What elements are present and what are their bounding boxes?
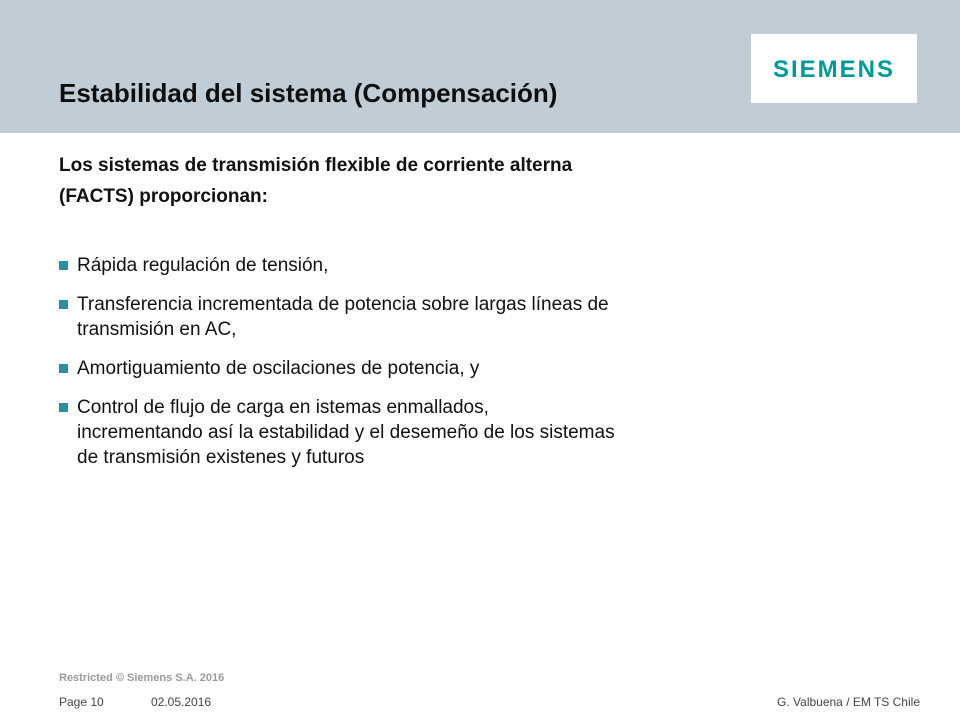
siemens-logo bbox=[751, 34, 917, 103]
bullet-item bbox=[59, 253, 779, 278]
footer-page-number: Page 10 bbox=[59, 695, 104, 709]
logo-wordmark: SIEMENS bbox=[772, 56, 896, 83]
bullet-text-line: Transferencia incrementada de potencia sobre largas líneas de bbox=[77, 294, 609, 315]
footer-restricted-notice: Restricted © Siemens S.A. 2016 bbox=[59, 672, 225, 684]
footer-author: G. Valbuena / EM TS Chile bbox=[777, 695, 920, 709]
bullet-item bbox=[59, 292, 779, 342]
square-bullet-icon bbox=[59, 300, 68, 309]
bullet-text-line: transmisión en AC, bbox=[77, 319, 237, 340]
header-band bbox=[0, 0, 960, 133]
bullet-text-line: Amortiguamiento de oscilaciones de potencia, y bbox=[77, 358, 480, 379]
intro-line-1: Los sistemas de transmisión flexible de corriente alterna bbox=[59, 155, 573, 176]
bullet-item bbox=[59, 395, 779, 470]
bullet-text-line: de transmisión existenes y futuros bbox=[77, 447, 365, 468]
bullet-text-line: Control de flujo de carga en istemas enmallados, bbox=[77, 397, 489, 418]
footer-date: 02.05.2016 bbox=[151, 695, 212, 709]
square-bullet-icon bbox=[59, 261, 68, 270]
intro-text bbox=[59, 150, 759, 212]
bullet-text-line: Rápida regulación de tensión, bbox=[77, 255, 329, 276]
intro-line-2: (FACTS) proporcionan: bbox=[59, 186, 268, 207]
bullet-item bbox=[59, 356, 779, 381]
slide-title: Estabilidad del sistema (Compensación) bbox=[59, 78, 558, 108]
square-bullet-icon bbox=[59, 403, 68, 412]
bullet-list bbox=[59, 253, 779, 470]
bullet-text-line: incrementando así la estabilidad y el desemeño de los sistemas bbox=[77, 422, 615, 443]
square-bullet-icon bbox=[59, 364, 68, 373]
